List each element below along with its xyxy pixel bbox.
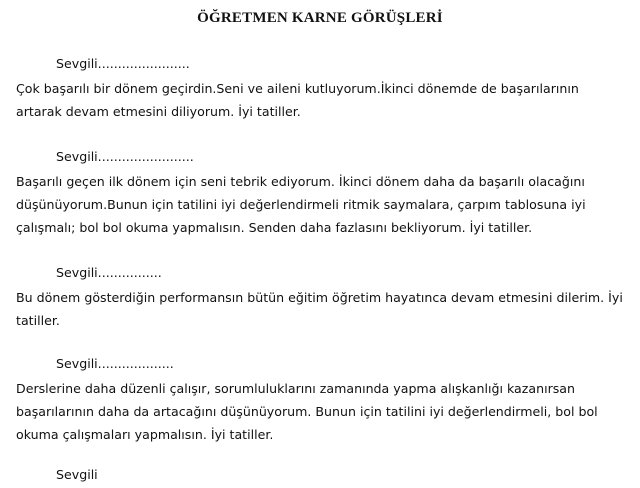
comment-text: Çok başarılı bir dönem geçirdin.Seni ve aileni kutluyorum.İkinci dönemde de başarılarının artarak devam etmesini diliyorum. İyi tatiller. <box>16 81 579 119</box>
comment-block-4 <box>16 355 628 446</box>
document-title: ÖĞRETMEN KARNE GÖRÜŞLERİ <box>197 10 443 26</box>
greeting-line: Sevgili................... <box>56 356 174 371</box>
comment-block-2 <box>16 148 628 239</box>
comment-text: Derslerine daha düzenli çalışır, sorumluluklarını zamanında yapma alışkanlığı kazanırsan başarılarının daha da artacağını düşünüyorum. Bunun için tatilini iyi değerlendirmeli, bol bol okuma çalışmaları yapmalısın. İyi tatiller. <box>16 381 598 442</box>
greeting-line: Sevgili........................ <box>56 149 194 164</box>
greeting-line: Sevgili <box>56 467 98 482</box>
comment-block-3 <box>16 264 628 332</box>
comment-block-5 <box>16 466 628 488</box>
comment-block-1 <box>16 55 628 123</box>
comment-text: Bu dönem gösterdiğin performansın bütün eğitim öğretim hayatınca devam etmesini dilerim. İyi tatiller. <box>16 290 623 328</box>
comment-text: Başarılı geçen ilk dönem için seni tebrik ediyorum. İkinci dönem daha da başarılı olacağını düşünüyorum.Bunun için tatilini iyi değerlendirmeli ritmik saymalara, çarpım tablosuna iyi çalışmalı; bol bol okuma yapmalısın. Senden daha fazlasını bekliyorum. İyi tatiller. <box>16 174 586 235</box>
greeting-line: Sevgili....................... <box>56 56 190 71</box>
greeting-line: Sevgili................ <box>56 265 162 280</box>
